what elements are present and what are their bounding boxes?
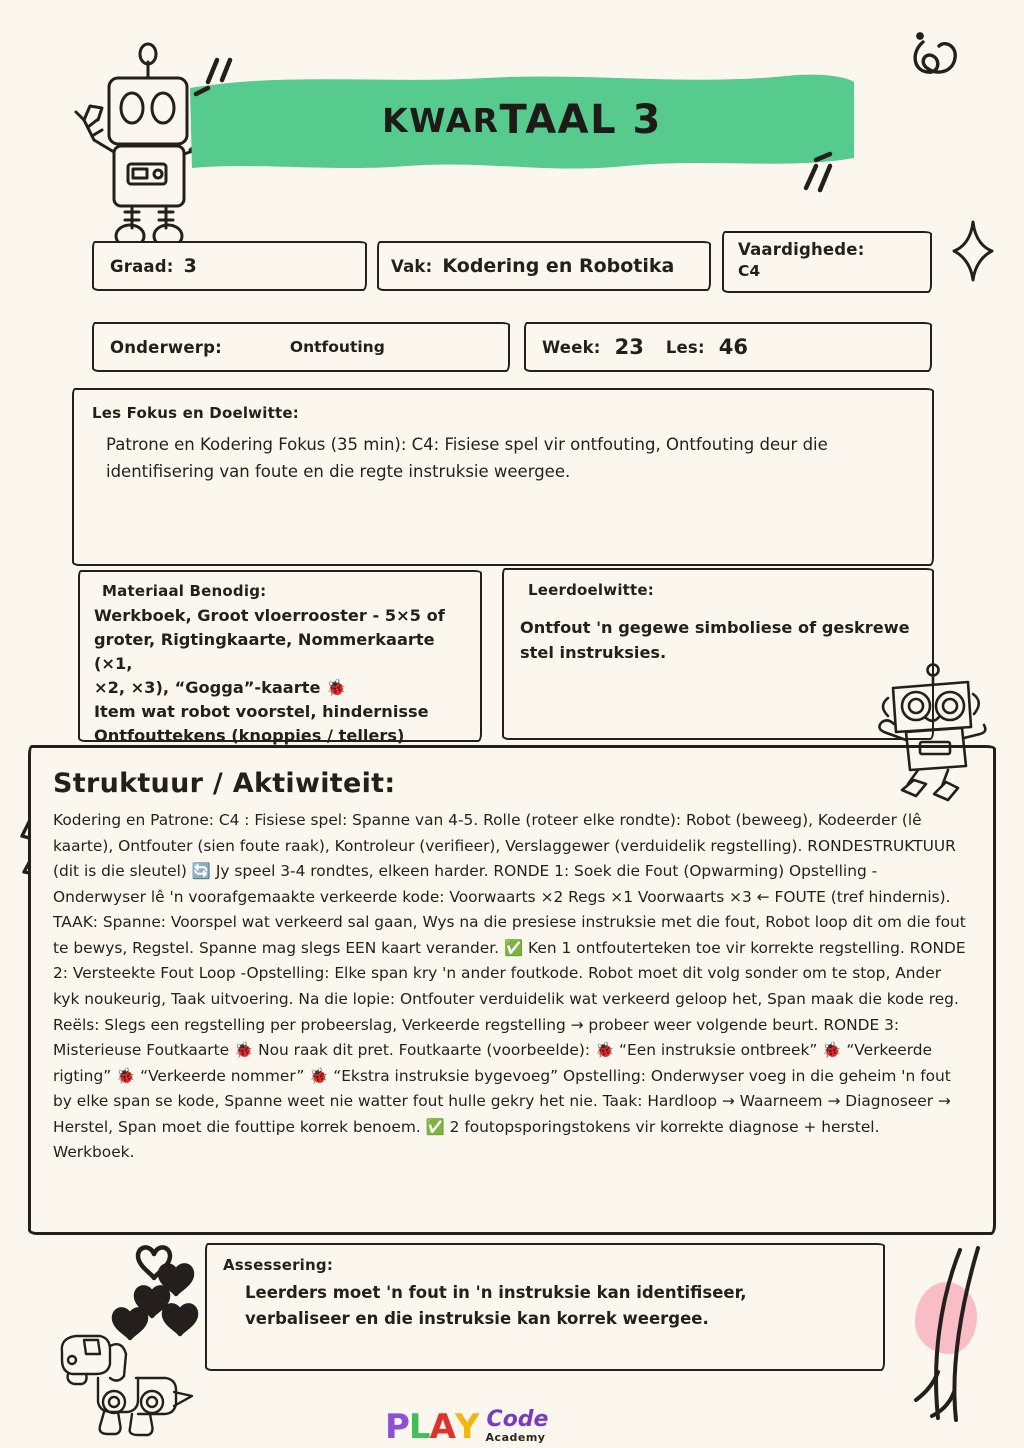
- logo-letter: L: [408, 1407, 430, 1447]
- onderwerp-label: Onderwerp:: [110, 337, 222, 357]
- materiaal-line: Ontfouttekens (knoppies / tellers): [94, 725, 405, 745]
- speed-strokes-doodle: [910, 1240, 1020, 1440]
- vak-value: Kodering en Robotika: [442, 255, 675, 277]
- les-fokus-title: Les Fokus en Doelwitte:: [92, 404, 299, 422]
- les-fokus-body: Patrone en Kodering Fokus (35 min): C4: Fisiese spel vir ontfouting, Ontfouting deur die identifisering van foute en die regte instruksie weergee.: [106, 435, 828, 481]
- graad-field: [92, 241, 367, 291]
- week-value: 23: [614, 335, 644, 359]
- struktuur-paragraph-1: Kodering en Patrone: C4 : Fisiese spel: Spanne van 4-5. Rolle (roteer elke rondte): Robot (beweeg), Kodeerder (lê kaarte), Ontfouter (sien foute raak), Kontroleur (verifieer), Verslaggewer (verduidelik regstelling). RONDESTRUKTUUR (dit is die sleutel) 🔄 Jy speel 3-4 rondtes, elkeen harder. RONDE 1: Soek die Fout (Opwarming) Opstelling - Onderwyser lê 'n voorafgemaakte verkeerde kode: Voorwaarts ×2 Regs ×1 Voorwaarts ×3 ← FOUTE (tref hindernis). TAAK: Spanne: Voorspel wat verkeerd sal gaan, Wys na die presiese instruksie met die fout, Robot loop dit om die fout te bewys, Regstel. Spanne mag slegs EEN kaart verander.: [53, 811, 966, 957]
- graad-value: 3: [183, 255, 197, 277]
- week-label: Week:: [542, 337, 601, 357]
- materiaal-line: ×2, ×3), “Gogga”-kaarte 🐞: [94, 677, 347, 697]
- struktuur-paragraph-3: Spanne weet nie watter fout hulle gekry het nie. Taak: Hardloop → Waarneem → Diagnoseer → Herstel, Span moet die fouttipe korrek benoem. ✅ 2 foutopsporingstokens vir korrekte diagnose + herstel.: [53, 1092, 951, 1136]
- title-rest: TAAL 3: [499, 97, 662, 143]
- struktuur-box: [28, 745, 996, 1235]
- struktuur-paragraph-4: Werkboek.: [53, 1143, 135, 1162]
- title-prefix: KWAR: [382, 100, 500, 140]
- materiaal-line: groter, Rigtingkaarte, Nommerkaarte (×1,: [94, 629, 435, 673]
- materiaal-list: [94, 604, 466, 748]
- leerdoelwitte-body: Ontfout 'n gegewe simboliese of geskrewe stel instruksies.: [520, 618, 910, 663]
- vak-label: Vak:: [391, 256, 433, 276]
- assessering-title: Assessering:: [223, 1256, 334, 1274]
- assessering-line: Leerders moet 'n fout in 'n instruksie kan identifiseer,: [245, 1283, 747, 1302]
- struktuur-heading: Struktuur / Aktiwiteit:: [53, 768, 396, 799]
- onderwerp-value: Ontfouting: [289, 338, 385, 356]
- onderwerp-field: [92, 322, 510, 372]
- assessering-line: verbaliseer en die instruksie kan korrek weergee.: [245, 1309, 709, 1329]
- robot-waving-doodle: [62, 40, 202, 200]
- struktuur-paragraph-2: ✅ Ken 1 ontfouterteken toe vir korrekte regstelling. RONDE 2: Versteekte Fout Loop -Opstelling: Elke span kry 'n ander foutkode. Robot moet dit volg sonder om te stop, Ander kyk noukeurig, Taak uitvoering. Na die lopie: Ontfouter verduidelik wat verkeerd geloop het, Span maak die kode reg. Reëls: Slegs een regstelling per probeerslag, Verkeerde regstelling → probeer weer volgende beurt. RONDE 3: Misterieuse Foutkaarte 🐞 Nou raak dit pret. Foutkaarte (voorbeelde): 🐞 “Een instruksie ontbreek” 🐞 “Verkeerde rigting” 🐞 “Verkeerde nommer” 🐞 “Ekstra instruksie bygevoeg” Opstelling: Onderwyser voeg in die geheim 'n fout by elke span se kode,: [53, 938, 966, 1111]
- week-les-field: [524, 322, 932, 372]
- speed-lines-doodle: [192, 54, 236, 104]
- vaardighede-field: [722, 231, 932, 293]
- playcode-academy-logo: [385, 1396, 549, 1447]
- page-title: [186, 62, 858, 178]
- materiaal-line: Werkboek, Groot vloerrooster - 5×5 of: [94, 606, 445, 625]
- robot-peeking-doodle: [876, 662, 988, 782]
- les-fokus-box: [72, 388, 934, 566]
- logo-word: [385, 1407, 479, 1447]
- logo-code-text: Code: [486, 1407, 549, 1432]
- vaardighede-value: C4: [738, 262, 761, 280]
- logo-letter: P: [385, 1407, 409, 1447]
- logo-letter: A: [429, 1407, 455, 1447]
- logo-text-block: [483, 1409, 549, 1444]
- squiggle-doodle: [905, 30, 975, 86]
- materiaal-line: Item wat robot voorstel, hindernisse: [94, 701, 429, 721]
- sparkle-doodle: [948, 218, 998, 284]
- logo-letter: Y: [454, 1407, 479, 1447]
- les-value: 46: [718, 335, 748, 359]
- vaardighede-label: Vaardighede:: [738, 240, 865, 259]
- les-label: Les:: [665, 337, 705, 357]
- vak-field: [377, 241, 711, 291]
- speed-lines-doodle-right: [790, 150, 846, 200]
- graad-label: Graad:: [110, 256, 174, 276]
- materiaal-box: [78, 570, 482, 745]
- leerdoelwitte-title: Leerdoelwitte:: [528, 581, 654, 599]
- quarter-banner: [186, 62, 858, 178]
- leerdoelwitte-box: [502, 568, 934, 740]
- logo-academy-text: Academy: [485, 1431, 546, 1444]
- materiaal-title: Materiaal Benodig:: [102, 582, 267, 600]
- assessering-box: [205, 1243, 885, 1371]
